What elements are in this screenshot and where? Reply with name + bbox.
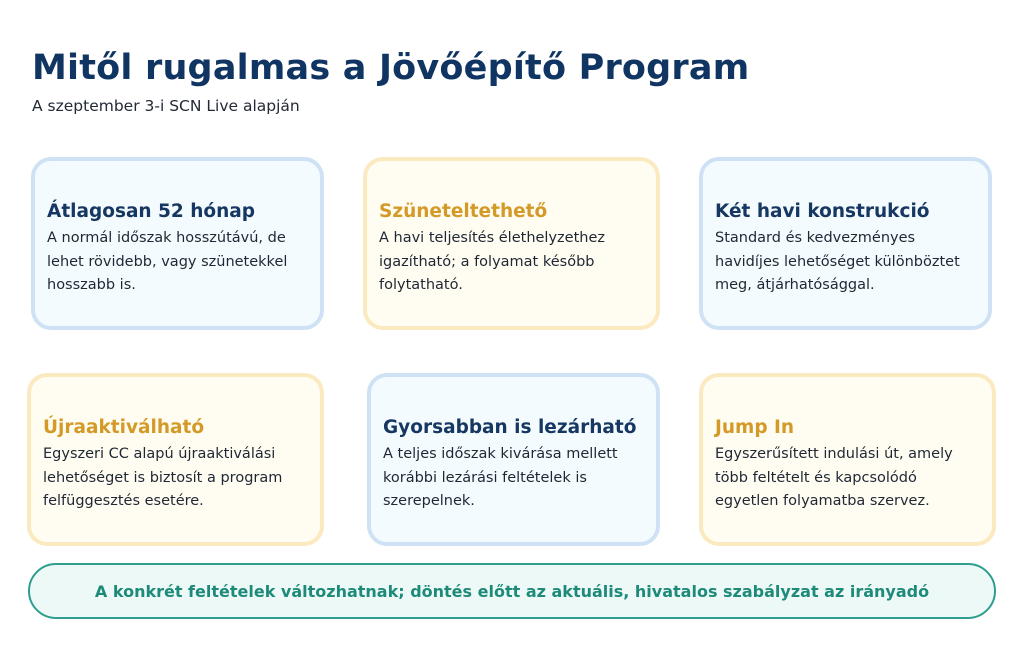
disclaimer-banner (28, 563, 996, 619)
card-title: Átlagosan 52 hónap (47, 201, 256, 222)
card-reactivatable (27, 373, 324, 546)
card-title: Két havi konstrukció (715, 201, 930, 222)
card-description: Egyszeri CC alapú újraaktiválási lehetőséget is biztosít a program felfüggesztés esetére. (43, 446, 283, 509)
card-description: A normál időszak hosszútávú, de lehet rövidebb, vagy szünetekkel hosszabb is. (47, 230, 288, 293)
card-average-duration (31, 157, 324, 330)
card-title: Újraaktiválható (43, 417, 205, 438)
card-jump-in (699, 373, 996, 546)
card-description: A teljes időszak kivárása mellett korábbi lezárási feltételek is szerepelnek. (383, 446, 618, 509)
disclaimer-text: A konkrét feltételek változhatnak; döntés előtt az aktuális, hivatalos szabályzat az irányadó (94, 581, 930, 601)
card-description: Standard és kedvezményes havidíjes lehetőséget különböztet meg, átjárhatósággal. (715, 230, 960, 293)
card-title: Jump In (715, 417, 795, 438)
card-description: A havi teljesítés élethelyzethez igazítható; a folyamat később folytatható. (379, 230, 605, 293)
card-title: Szüneteltethető (379, 201, 548, 222)
card-description: Egyszerűsített indulási út, amely több feltételt és kapcsolódó egyetlen folyamatba szervez. (715, 446, 953, 509)
card-pausable (363, 157, 660, 330)
card-title: Gyorsabban is lezárható (383, 417, 637, 438)
card-early-closure (367, 373, 660, 546)
page-subtitle: A szeptember 3-i SCN Live alapján (32, 97, 300, 115)
page-title: Mitől rugalmas a Jövőépítő Program (32, 48, 750, 88)
card-two-monthly-constructions (699, 157, 992, 330)
